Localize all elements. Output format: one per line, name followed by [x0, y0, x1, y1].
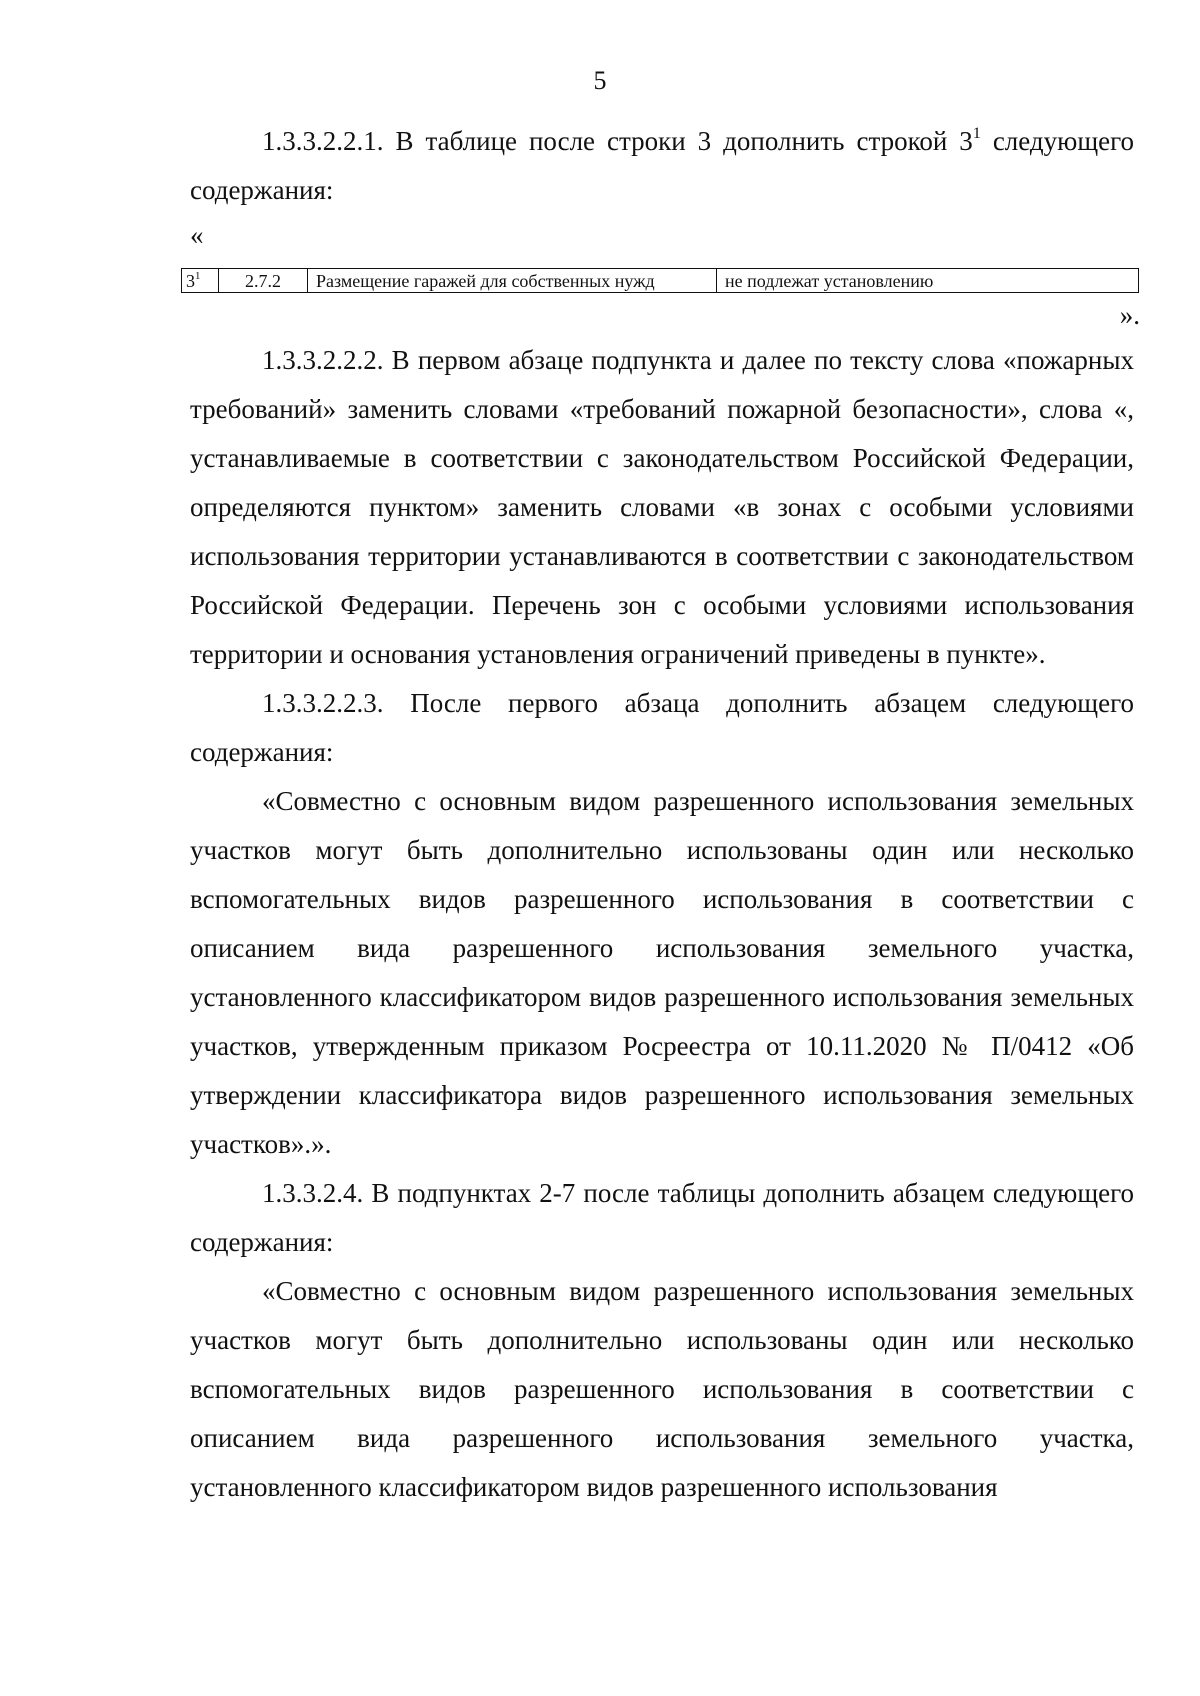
intro-superscript: 1	[972, 123, 981, 142]
paragraph-1-3-3-2-4: 1.3.3.2.4. В подпунктах 2-7 после таблицы дополнить абзацем следующего содержания:	[190, 1178, 1134, 1257]
intro-text: 1.3.3.2.2.1. В таблице после строки 3 дополнить строкой 3	[262, 126, 973, 156]
intro-paragraph-block	[190, 117, 1134, 215]
row-number-superscript: 1	[195, 269, 201, 282]
opening-quote: «	[190, 220, 204, 250]
table-row	[182, 269, 1139, 293]
table-cell-value: не подлежат установлению	[717, 269, 1139, 293]
amendment-table	[181, 268, 1139, 293]
paragraph-1-3-3-2-2-3: 1.3.3.2.2.3. После первого абзаца дополнить абзацем следующего содержания:	[190, 688, 1134, 767]
intro-paragraph	[190, 117, 1134, 215]
page-number: 5	[593, 66, 607, 95]
main-text-block	[190, 336, 1134, 1512]
table-cell-row-number	[182, 269, 219, 293]
row-number: 3	[186, 270, 195, 291]
table-cell-name: Размещение гаражей для собственных нужд	[308, 269, 717, 293]
intro-text-after: следующего содержания:	[190, 126, 1134, 205]
closing-quote: ».	[1119, 300, 1140, 330]
quoted-paragraph-2: «Совместно с основным видом разрешенного использования земельных участков могут быть дополнительно использованы один или несколько вспомогательных видов разрешенного использования в соответствии с описанием вида разрешенного использования земельного участка, установленного классификатором видов разрешенного использования	[190, 1276, 1134, 1502]
paragraph-1-3-3-2-2-2: 1.3.3.2.2.2. В первом абзаце подпункта и далее по тексту слова «пожарных требований» заменить словами «требований пожарной безопасности», слова «, устанавливаемые в соответствии с законодательством Российской Федерации, определяются пунктом» заменить словами «в зонах с особыми условиями использования территории устанавливаются в соответствии с законодательством Российской Федерации. Перечень зон с особыми условиями использования территории и основания установления ограничений приведены в пункте».	[190, 345, 1134, 669]
quoted-paragraph-1: «Совместно с основным видом разрешенного использования земельных участков могут быть дополнительно использованы один или несколько вспомогательных видов разрешенного использования в соответствии с описанием вида разрешенного использования земельного участка, установленного классификатором видов разрешенного использования земельных участков, утвержденным приказом Росреестра от 10.11.2020 № П/0412 «Об утверждении классификатора видов разрешенного использования земельных участков».».	[190, 786, 1134, 1159]
table-cell-code: 2.7.2	[219, 269, 308, 293]
